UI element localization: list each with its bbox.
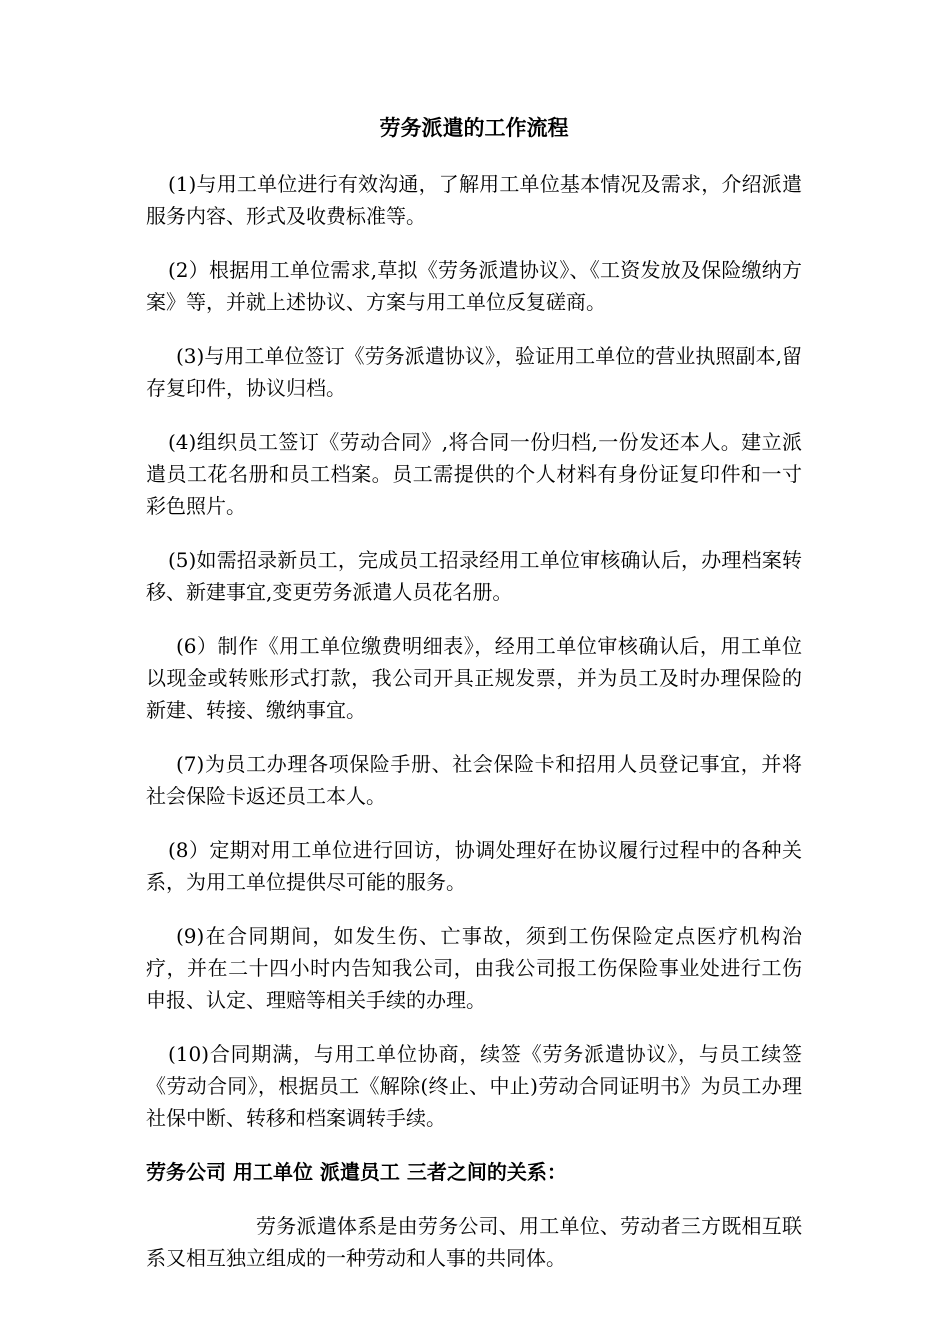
step-5-paragraph: (5)如需招录新员工，完成员工招录经用工单位审核确认后，办理档案转移、新建事宜,变更劳务派遣人员花名册。: [146, 548, 802, 604]
relationship-paragraph: 劳务派遣体系是由劳务公司、用工单位、劳动者三方既相互联系又相互独立组成的一种劳动和人事的共同体。: [146, 1214, 802, 1270]
step-9-paragraph: (9)在合同期间，如发生伤、亡事故，须到工伤保险定点医疗机构治疗，并在二十四小时内告知我公司，由我公司报工伤保险事业处进行工伤申报、认定、理赔等相关手续的办理。: [146, 924, 802, 1012]
step-1-paragraph: (1)与用工单位进行有效沟通，了解用工单位基本情况及需求，介绍派遣服务内容、形式及收费标准等。: [146, 172, 802, 228]
step-10-paragraph: (10)合同期满，与用工单位协商，续签《劳务派遣协议》，与员工续签《劳动合同》，根据员工《解除(终止、中止)劳动合同证明书》为员工办理社保中断、转移和档案调转手续。: [146, 1042, 802, 1130]
step-4-paragraph: (4)组织员工签订《劳动合同》,将合同一份归档,一份发还本人。建立派遣员工花名册和员工档案。员工需提供的个人材料有身份证复印件和一寸彩色照片。: [146, 430, 802, 518]
step-6-paragraph: (6）制作《用工单位缴费明细表》，经用工单位审核确认后，用工单位以现金或转账形式打款，我公司开具正规发票，并为员工及时办理保险的新建、转接、缴纳事宜。: [146, 634, 802, 722]
step-8-paragraph: (8）定期对用工单位进行回访，协调处理好在协议履行过程中的各种关系，为用工单位提供尽可能的服务。: [146, 838, 802, 894]
step-3-paragraph: (3)与用工单位签订《劳务派遣协议》，验证用工单位的营业执照副本,留存复印件，协议归档。: [146, 344, 802, 400]
relationship-heading: 劳务公司 用工单位 派遣员工 三者之间的关系：: [146, 1160, 567, 1184]
document-title: 劳务派遣的工作流程: [379, 116, 569, 140]
step-7-paragraph: (7)为员工办理各项保险手册、社会保险卡和招用人员登记事宜，并将社会保险卡返还员工本人。: [146, 752, 802, 808]
document-page: [146, 112, 802, 1296]
step-2-paragraph: (2）根据用工单位需求,草拟《劳务派遣协议》、《工资发放及保险缴纳方案》等，并就上述协议、方案与用工单位反复磋商。: [146, 258, 802, 314]
